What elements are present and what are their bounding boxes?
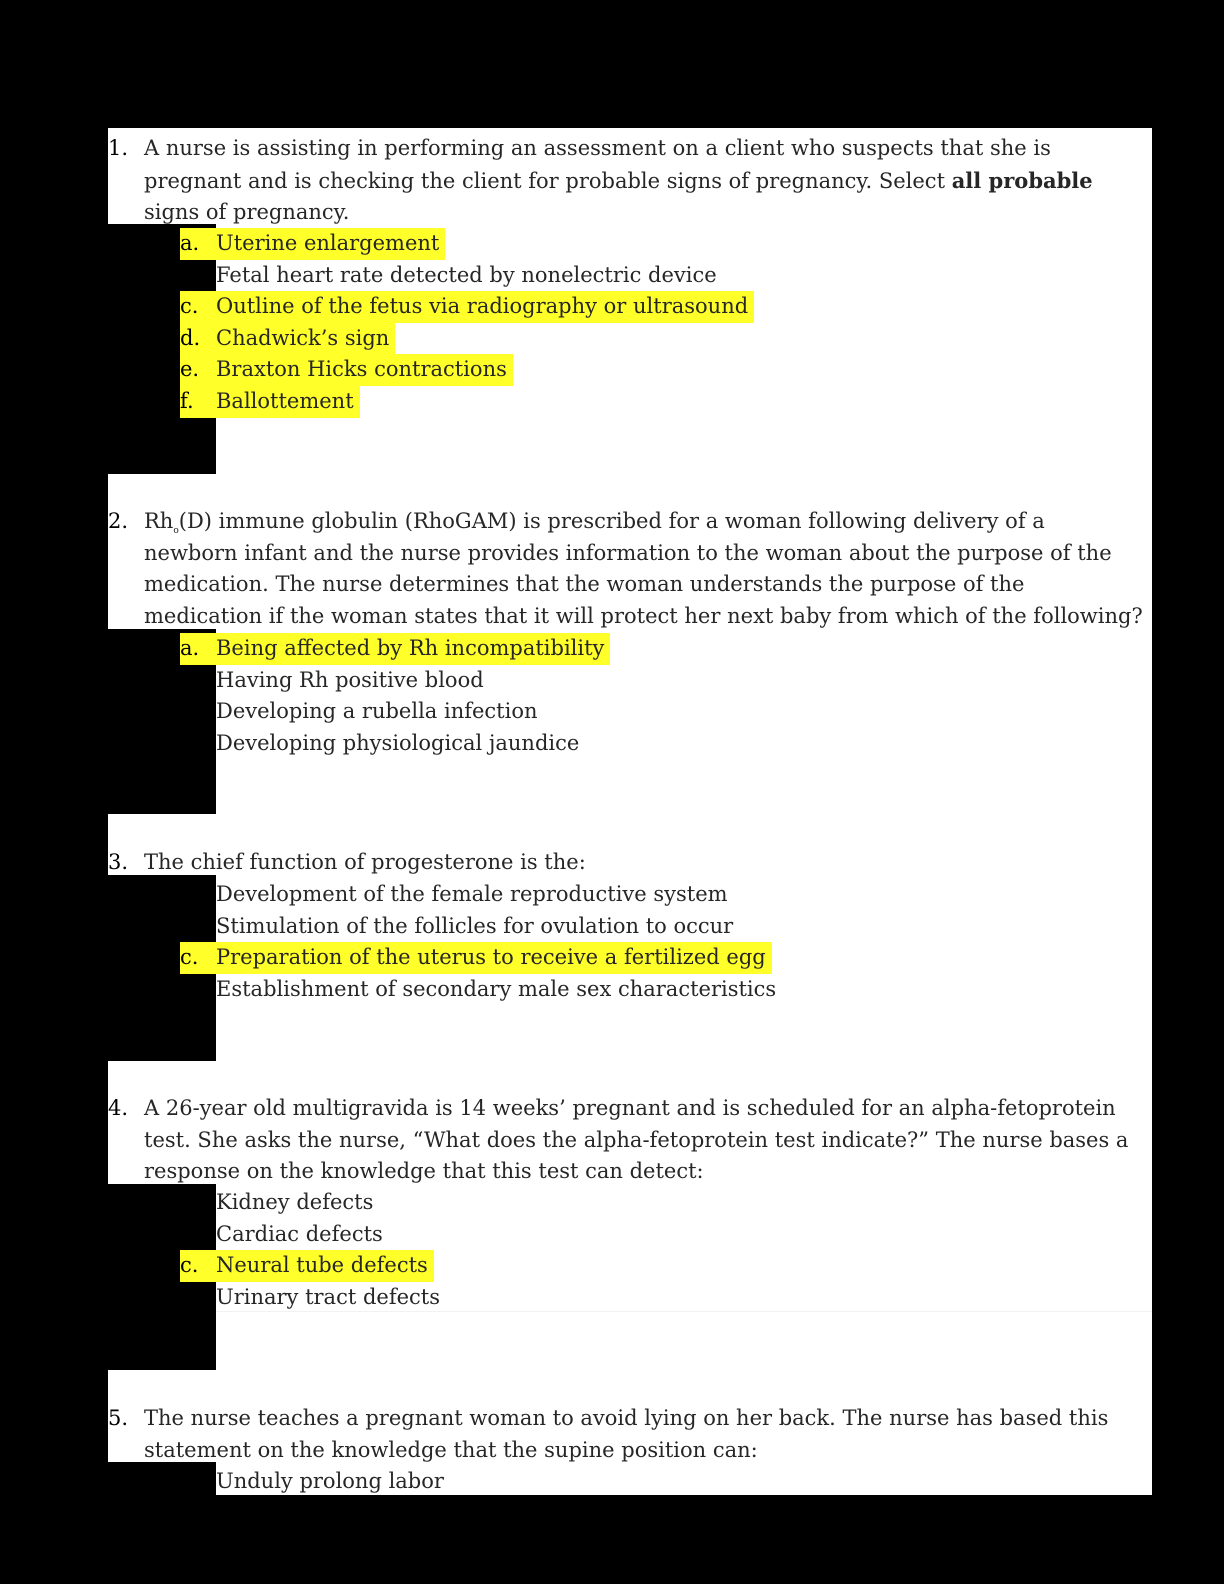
question-4 — [108, 1093, 1148, 1188]
answer-option — [180, 228, 754, 260]
answer-option — [180, 354, 754, 386]
option-letter: d. — [180, 1284, 201, 1309]
option-text: Kidney defects — [216, 1190, 374, 1214]
option-text: Having Rh positive blood — [216, 667, 484, 692]
answer-options — [180, 879, 782, 1005]
option-letter: a. — [180, 882, 200, 906]
highlighted-answer — [180, 942, 772, 974]
option-letter: a. — [180, 231, 200, 255]
answer-option — [180, 696, 610, 728]
option-letter: b. — [180, 262, 201, 287]
option-text: Urinary tract defects — [216, 1284, 440, 1309]
option-letter: c. — [180, 294, 199, 319]
question-number: 2. — [108, 509, 129, 533]
answer-option — [180, 1250, 446, 1282]
question-number: 5. — [108, 1406, 129, 1430]
option-text: Uterine enlargement — [216, 231, 440, 255]
option-letter: b. — [180, 667, 201, 692]
question-stem: The chief function of progesterone is the: — [144, 850, 586, 874]
option-letter: a. — [180, 1469, 200, 1493]
question-stem: The nurse teaches a pregnant woman to avoid lying on her back. The nurse has based this statement on the knowledge that the supine position can: — [144, 1406, 1109, 1462]
option-letter: d. — [180, 730, 201, 755]
option-text: Outline of the fetus via radiography or ultrasound — [216, 294, 749, 319]
highlighted-answer — [180, 228, 445, 260]
option-text: Being affected by Rh incompatibility — [216, 636, 605, 660]
answer-option — [180, 260, 754, 292]
highlighted-answer — [180, 633, 610, 665]
option-text: Developing a rubella infection — [216, 699, 538, 724]
option-text: Chadwick’s sign — [216, 325, 390, 350]
answer-option — [180, 291, 754, 323]
answer-option — [180, 911, 782, 943]
answer-text-wrap — [180, 728, 585, 760]
answer-option — [180, 386, 754, 418]
option-text: Stimulation of the follicles for ovulation to occur — [216, 913, 734, 938]
option-letter: c. — [180, 945, 199, 970]
highlighted-answer — [180, 323, 395, 355]
answer-option — [180, 1466, 450, 1498]
option-text: Development of the female reproductive system — [216, 882, 728, 906]
answer-options — [180, 228, 754, 418]
option-letter: d. — [180, 976, 201, 1001]
answer-text-wrap — [180, 260, 723, 292]
answer-option — [180, 974, 782, 1006]
answer-text-wrap — [180, 1466, 450, 1498]
option-letter: c. — [180, 1253, 199, 1278]
highlighted-answer — [180, 1250, 434, 1282]
question-stem: $Rh_o(D)$ immune globulin (RhoGAM) is prescribed for a woman following delivery of a newborn infant and the nurse provides information to the woman about the purpose of the medication. The nurse determines that the woman understands the purpose of the medication if the woman states that it will protect her next baby from which of the following? — [144, 509, 1143, 628]
option-text: Cardiac defects — [216, 1221, 383, 1246]
option-text: Fetal heart rate detected by nonelectric device — [216, 262, 717, 287]
option-letter: b. — [180, 1221, 201, 1246]
answer-options — [180, 1187, 446, 1313]
option-text: Unduly prolong labor — [216, 1469, 444, 1493]
answer-text-wrap — [180, 911, 739, 943]
answer-text-wrap — [180, 879, 734, 911]
option-letter: b. — [180, 913, 201, 938]
question-number: 1. — [108, 136, 129, 160]
answer-option — [180, 665, 610, 697]
option-text: Developing physiological jaundice — [216, 730, 580, 755]
option-letter: c. — [180, 699, 199, 724]
option-text: Preparation of the uterus to receive a fertilized egg — [216, 945, 766, 970]
option-letter: a. — [180, 1190, 200, 1214]
question-stem: A 26-year old multigravida is 14 weeks’ pregnant and is scheduled for an alpha-fetoprotein test. She asks the nurse, “What does the alpha-fetoprotein test indicate?” The nurse bases a response on the knowledge that this test can detect: — [144, 1096, 1129, 1184]
highlighted-answer — [180, 354, 513, 386]
option-letter: d. — [180, 325, 201, 350]
option-letter: f. — [180, 388, 194, 413]
answer-text-wrap — [180, 1187, 379, 1219]
question-number: 4. — [108, 1096, 129, 1120]
answer-text-wrap — [180, 665, 490, 697]
answer-option — [180, 942, 782, 974]
question-number: 3. — [108, 850, 129, 874]
question-3 — [108, 847, 1148, 879]
option-text: Braxton Hicks contractions — [216, 357, 507, 382]
answer-option — [180, 323, 754, 355]
option-letter: a. — [180, 636, 200, 660]
question-5 — [108, 1403, 1148, 1466]
answer-option — [180, 1187, 446, 1219]
option-text: Neural tube defects — [216, 1253, 428, 1278]
option-letter: e. — [180, 357, 200, 382]
answer-text-wrap — [180, 696, 544, 728]
question-stem: A nurse is assisting in performing an assessment on a client who suspects that she is pregnant and is checking the client for probable signs of pregnancy. Select all probable signs of pregnancy. — [144, 136, 1093, 225]
option-text: Ballottement — [216, 388, 354, 413]
answer-option — [180, 1282, 446, 1314]
answer-option — [180, 879, 782, 911]
answer-text-wrap — [180, 974, 782, 1006]
answer-option — [180, 633, 610, 665]
question-1 — [108, 133, 1148, 229]
question-2 — [108, 506, 1148, 632]
answer-text-wrap — [180, 1219, 389, 1251]
option-text: Establishment of secondary male sex characteristics — [216, 976, 777, 1001]
answer-option — [180, 1219, 446, 1251]
answer-options — [180, 1466, 450, 1498]
answer-option — [180, 728, 610, 760]
answer-options — [180, 633, 610, 759]
highlighted-answer — [180, 291, 754, 323]
highlighted-answer — [180, 386, 360, 418]
answer-text-wrap — [180, 1282, 446, 1314]
